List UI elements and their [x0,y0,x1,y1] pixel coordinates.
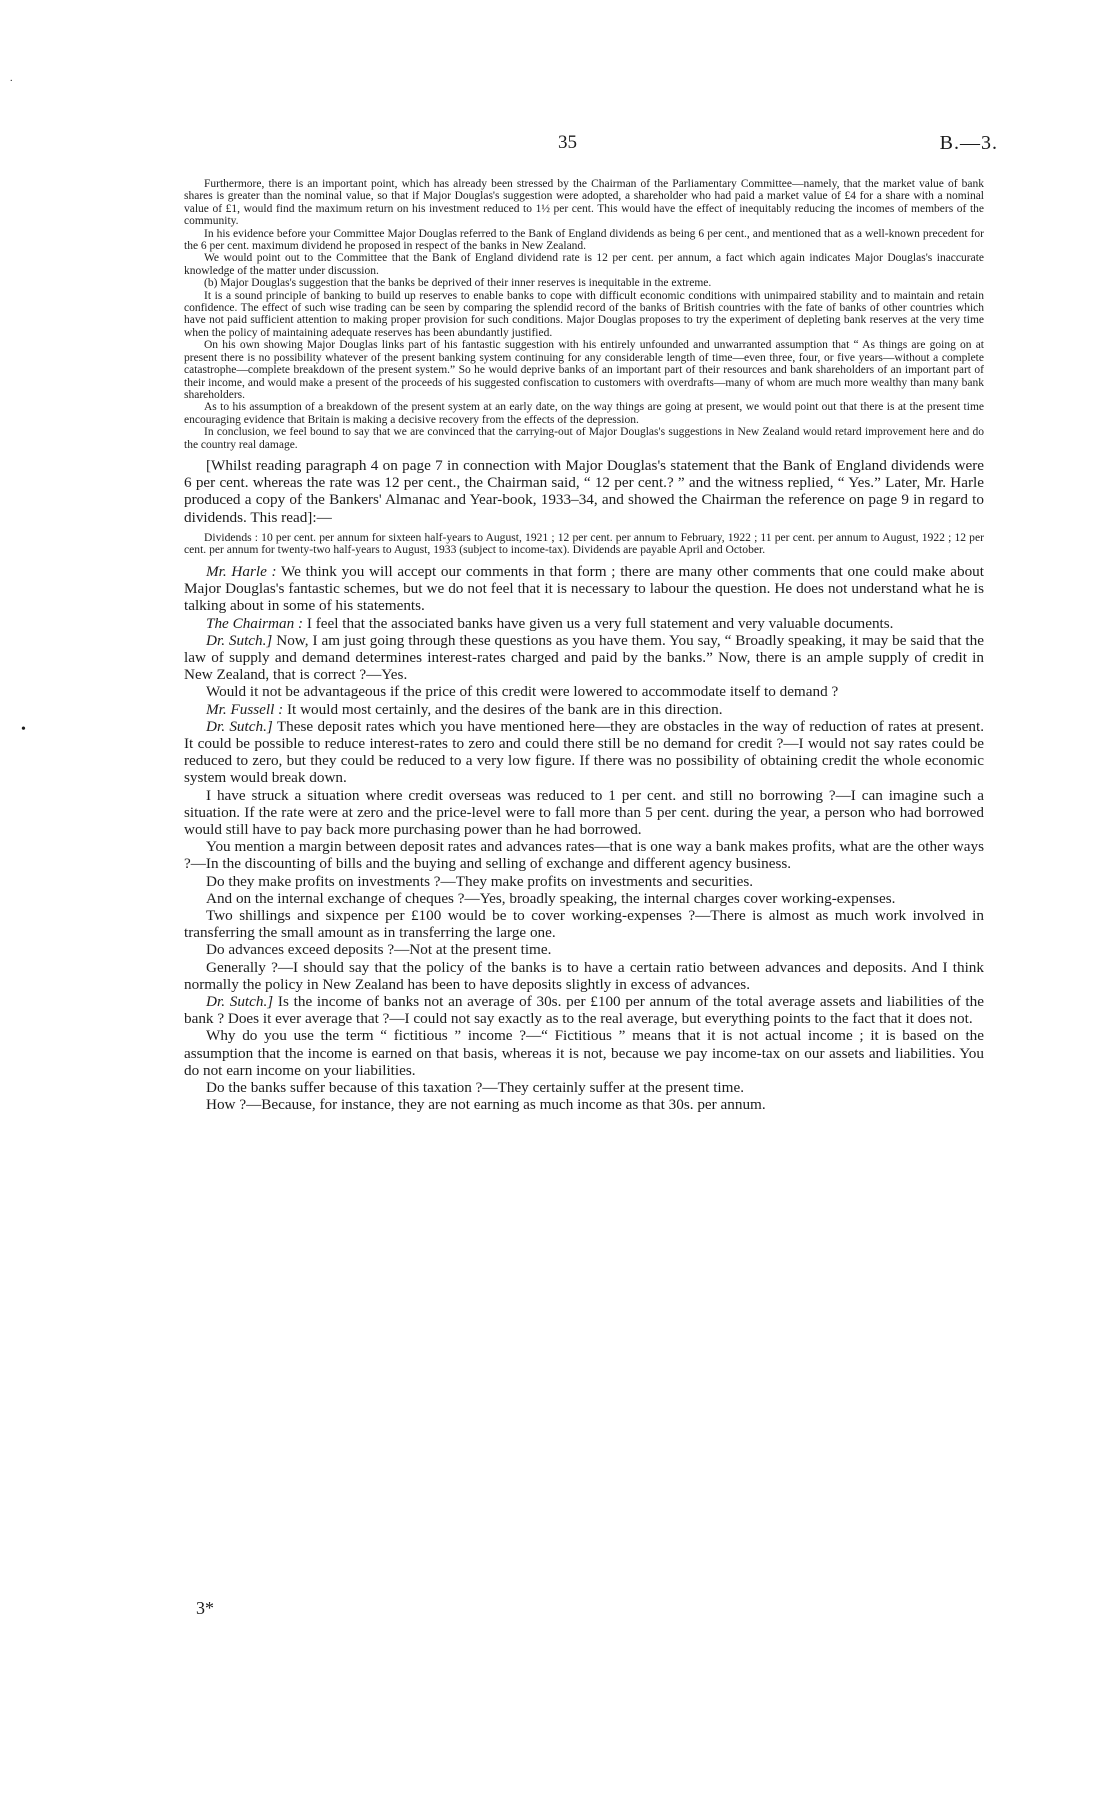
dividends-quote: Dividends : 10 per cent. per annum for sixteen half-years to August, 1921 ; 12 per cent. per annum to February, 1922 ; 11 per cent. per annum to August, 1922 ; 12 per cent. per annum for twenty-two half-years to August, 1933 (subject to income-tax). Dividends are payable April and October. [184,530,984,557]
exchange-text: Generally ?—I should say that the policy of the banks is to have a certain ratio between advances and deposits. And I think normally the policy in New Zealand has been to have deposits slightly in excess of advances. [184,958,984,993]
paragraph: (b) Major Douglas's suggestion that the banks be deprived of their inner reserves is inequitable in the extreme. [204,277,712,290]
speaker: Mr. Fussell : [206,700,284,718]
paragraph: We would point out to the Committee that the Bank of England dividend rate is 12 per cent. per annum, a fact which again indicates Major Douglas's inaccurate knowledge of the matter under discussion. [184,252,984,277]
paragraph: As to his assumption of a breakdown of the present system at an early date, on the way things are going at present, we would point out that there is at the present time encouraging evidence that Britain is making a decisive recovery from the effects of the depression. [184,401,984,426]
paragraph: In conclusion, we feel bound to say that we are convinced that the carrying-out of Major Douglas's suggestions in New Zealand would retard improvement here and do the country real damage. [184,426,984,451]
exchange-text: You mention a margin between deposit rates and advances rates—that is one way a bank makes profits, what are the other ways ?—In the discounting of bills and the buying and selling of exchange and different agency business. [184,838,984,873]
exchange-text: Do they make profits on investments ?—They make profits on investments and securities. [206,872,754,890]
exchange-text: Why do you use the term “ fictitious ” income ?—“ Fictitious ” means that it is not actual income ; it is based on the assumption that the income is earned on that basis, whereas it is not, because we pay income-tax on our assets and liabilities. You do not earn income on your liabilities. [184,1027,984,1079]
exchange [184,1027,984,1079]
scan-mark: . [10,73,13,84]
exchange-text: Do advances exceed deposits ?—Not at the present time. [206,941,552,959]
exchange-text: How ?—Because, for instance, they are not earning as much income as that 30s. per annum. [206,1096,766,1114]
speaker: Mr. Harle : [206,562,277,580]
exchange [184,787,984,839]
margin-mark: • [21,722,26,737]
exchange [184,718,984,787]
exchange-text: I have struck a situation where credit overseas was reduced to 1 per cent. and still no borrowing ?—I can imagine such a situation. If the rate were at zero and the price-level were to fall more than 5 per cent. during the year, a person who had borrowed would still have to pay back more purchasing power than he had borrowed. [184,786,984,838]
paragraph: On his own showing Major Douglas links part of his fantastic suggestion with his entirely unfounded and unwarranted assumption that “ As things are going on at present there is no possibility whatever of the present banking system continuing for any considerable length of time—even three, four, or five years—without a complete catastrophe—complete breakdown of the present system.” So he would deprive banks of an important part of their resources and bank shareholders of an important part of their income, and would make a present of the proceeds of his suggested confiscation to customers with overdrafts—many of whom are much more wealthy than many bank shareholders. [184,339,984,401]
exchange [184,1079,984,1096]
page-body [184,178,984,1113]
speaker: Dr. Sutch.] [206,993,274,1011]
exchange [184,683,984,700]
speaker: The Chairman : [206,614,304,632]
exchange [184,959,984,993]
exchange [184,632,984,684]
section-code: B.—3. [939,132,998,154]
exchange [184,890,984,907]
note-text: [Whilst reading paragraph 4 on page 7 in connection with Major Douglas's statement that the Bank of England dividends were 6 per cent. whereas the rate was 12 per cent., the Chairman said, “ 12 per cent.? ” and the witness replied, “ Yes.” Later, Mr. Harle produced a copy of the Bankers' Almanac and Year-book, 1933–34, and showed the Chairman the reference on page 9 in regard to dividends. This read]:— [184,456,984,526]
paragraph: Furthermore, there is an important point, which has already been stressed by the Chairman of the Parliamentary Committee—namely, that the market value of bank shares is greater than the nominal value, so that if Major Douglas's suggestion were adopted, a shareholder who had paid a market value of £4 for a share with a nominal value of £1, would find the maximum return on his investment reduced to 1½ per cent. This would have the effect of inequitably reducing the incomes of members of the community. [184,178,984,228]
speaker: Dr. Sutch.] [206,631,273,649]
exchange [184,993,984,1027]
exchange-text: We think you will accept our comments in that form ; there are many other comments that one could make about Major Douglas's fantastic schemes, but we do not feel that it is necessary to labour the question. He does not understand what he is talking about in some of his statements. [184,562,984,615]
exchange [184,563,984,615]
exchange-text: Now, I am just going through these questions as you have them. You say, “ Broadly speaking, it may be said that the law of supply and demand determines interest-rates charged and paid by the banks.” Now, there is an ample supply of credit in New Zealand, that is correct ?—Yes. [184,631,984,684]
exchange-text: Two shillings and sixpence per £100 would be to cover working-expenses ?—There is almost as much work involved in transferring the small amount as in transferring the large one. [184,907,984,942]
evidence-transcript [184,457,984,1114]
exchange [184,1096,984,1113]
exchange-text: Would it not be advantageous if the price of this credit were lowered to accommodate itself to demand ? [206,683,839,701]
exchange-text: And on the internal exchange of cheques ?—Yes, broadly speaking, the internal charges cover working-expenses. [206,889,896,907]
exchange-text: I feel that the associated banks have given us a very full statement and very valuable documents. [303,614,894,632]
paragraph: It is a sound principle of banking to build up reserves to enable banks to cope with difficult economic conditions with unimpaired stability and to maintain and retain confidence. The effect of such wise trading can be seen by comparing the splendid record of the banks of British countries with the fate of banks of other countries which have not paid sufficient attention to making proper provision for such conditions. Major Douglas proposes to try the experiment of depleting bank reserves at the very time when the policy of maintaining adequate reserves has been abundantly justified. [184,289,984,339]
editorial-note [184,457,984,526]
exchange [184,701,984,718]
exchange [184,615,984,632]
exchange-text: Do the banks suffer because of this taxation ?—They certainly suffer at the present time. [206,1079,744,1097]
exchange-text: It would most certainly, and the desires of the bank are in this direction. [283,700,723,718]
exchange-text: Is the income of banks not an average of 30s. per £100 per annum of the total average assets and liabilities of the bank ? Does it ever average that ?—I could not say exactly as to the real average, but everything points to the fact that it does not. [184,993,984,1028]
page-header [0,132,1114,156]
page-number: 35 [558,132,577,153]
exchange [184,907,984,941]
exchange [184,941,984,958]
exchange [184,873,984,890]
speaker: Dr. Sutch.] [206,717,273,735]
signature-mark: 3* [196,1598,214,1618]
exchange-text: These deposit rates which you have mentioned here—they are obstacles in the way of reduction of rates at present. It could be possible to reduce interest-rates to zero and could there still be no demand for credit ?—I would not say rates could be reduced to zero, but they could be reduced to a very low figure. If there was no possibility of obtaining credit the whole economic system would break down. [184,717,984,787]
exchange [184,838,984,872]
paragraph: In his evidence before your Committee Major Douglas referred to the Bank of England dividends as being 6 per cent., and mentioned that as a well-known precedent for the 6 per cent. maximum dividend he proposed in respect of the banks in New Zealand. [184,227,984,253]
submission-text [184,178,984,451]
